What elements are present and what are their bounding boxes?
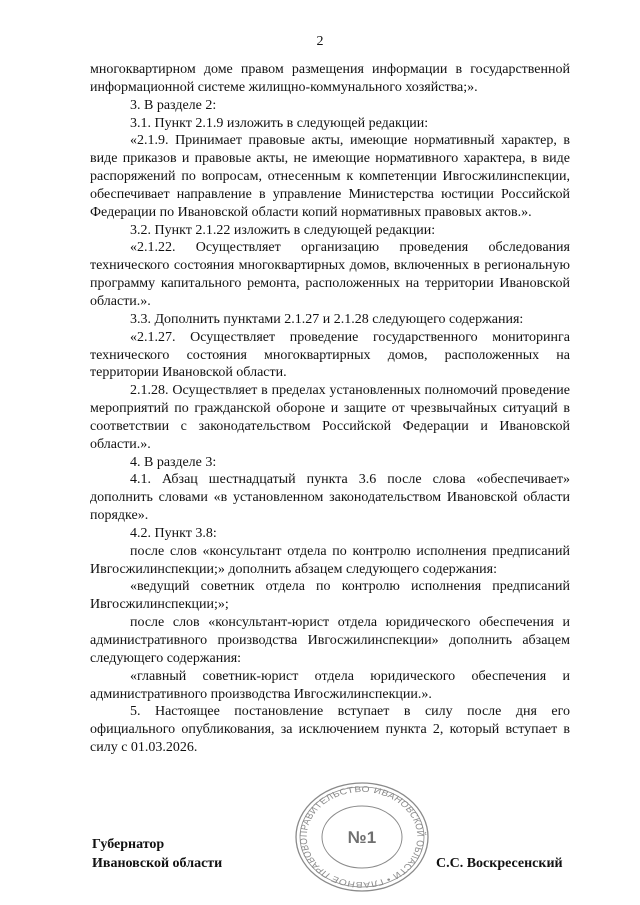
paragraph: 4.1. Абзац шестнадцатый пункта 3.6 после слова «обеспечивает» дополнить словами «в установленном законодательством Ивановской области порядке».	[90, 472, 570, 524]
signature-position-line2: Ивановской области	[92, 856, 223, 871]
document-body	[90, 61, 570, 757]
paragraph: 4.2. Пункт 3.8:	[130, 525, 217, 541]
paragraph: «2.1.22. Осуществляет организацию проведения обследования технического состояния многоквартирных домов, включенных в региональную программу капитального ремонта, расположенных на территории Ивановской области.».	[90, 240, 570, 309]
paragraph: 3. В разделе 2:	[130, 97, 217, 113]
paragraph: «ведущий советник отдела по контролю исполнения предписаний Ивгосжилинспекции;»;	[90, 579, 570, 613]
seal-ring-text: ПРАВИТЕЛЬСТВО ИВАНОВСКОЙ ОБЛАСТИ • ГЛАВНОЕ ПРАВОВО	[297, 784, 427, 890]
paragraph: 5. Настоящее постановление вступает в силу после дня его официального опубликования, за исключением пункта 2, который вступает в силу с 01.03.2026.	[90, 704, 570, 756]
paragraph: после слов «консультант отдела по контролю исполнения предписаний Ивгосжилинспекции;» дополнить абзацем следующего содержания:	[90, 543, 570, 577]
signature-position	[92, 835, 222, 873]
page-number: 2	[316, 34, 324, 49]
signature-position-line1: Губернатор	[92, 837, 165, 852]
paragraph: 2.1.28. Осуществляет в пределах установленных полномочий проведение мероприятий по гражданской обороне и защите от чрезвычайных ситуаций в соответствии с законодательством Российской Федерации и Ивановской области.».	[90, 383, 570, 452]
paragraph: 3.3. Дополнить пунктами 2.1.27 и 2.1.28 следующего содержания:	[130, 311, 524, 327]
seal-number: №1	[347, 828, 377, 847]
paragraph: «2.1.27. Осуществляет проведение государственного мониторинга технического состояния многоквартирных домов, расположенных на территории Ивановской области.	[90, 329, 570, 381]
paragraph: после слов «консультант-юрист отдела юридического обеспечения и административного производства Ивгосжилинспекции» дополнить абзацем следующего содержания:	[90, 615, 570, 666]
official-seal	[290, 780, 434, 894]
paragraph: «главный советник-юрист отдела юридического обеспечения и административного производства Ивгосжилинспекции.».	[90, 668, 570, 702]
signature-name: С.С. Воскресенский	[436, 856, 563, 871]
paragraph: многоквартирном доме правом размещения информации в государственной информационной системе жилищно-коммунального хозяйства;».	[90, 62, 570, 95]
paragraph: 3.1. Пункт 2.1.9 изложить в следующей редакции:	[130, 115, 429, 131]
paragraph: 3.2. Пункт 2.1.22 изложить в следующей редакции:	[130, 222, 436, 238]
paragraph: «2.1.9. Принимает правовые акты, имеющие нормативный характер, в виде приказов и правовые акты, не имеющие нормативного характера, в виде распоряжений по вопросам, отнесенным к компетенции Ивгосжилинспекции, обеспечивает направление в управление Министерства юстиции Российской Федерации по Ивановской области копий нормативных правовых актов.».	[90, 133, 570, 220]
paragraph: 4. В разделе 3:	[130, 454, 217, 470]
